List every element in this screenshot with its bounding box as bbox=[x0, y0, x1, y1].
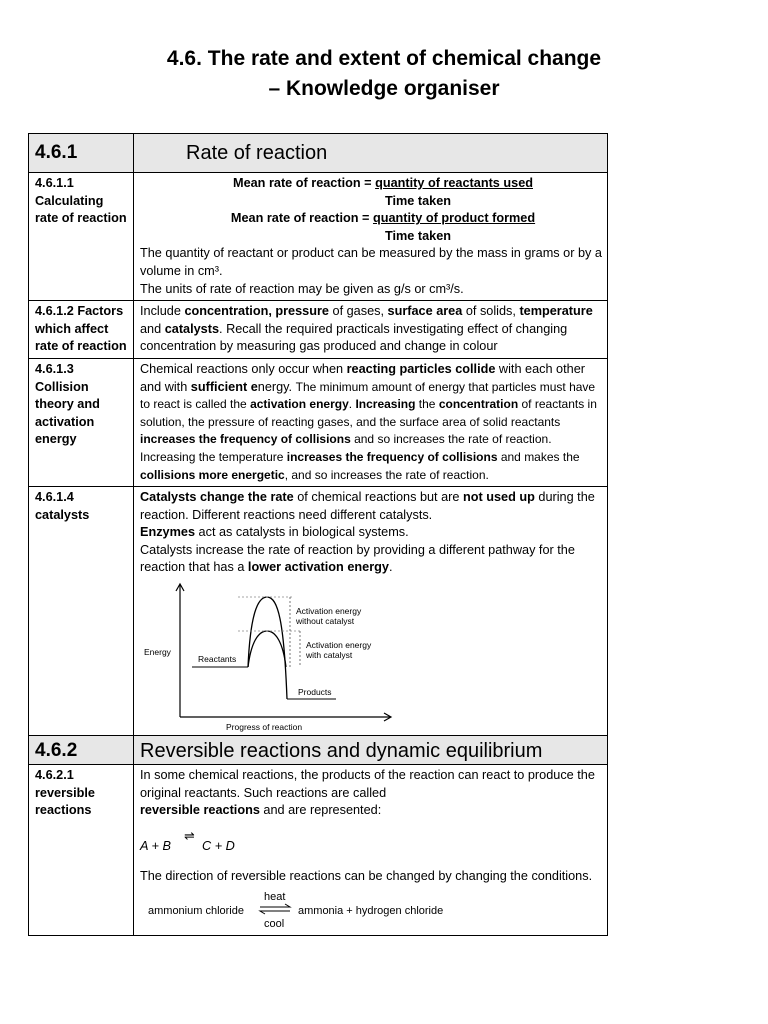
section-code: 4.6.2 bbox=[29, 736, 134, 765]
equation-2-prefix: Mean rate of reaction = bbox=[230, 211, 373, 226]
table-row-4612 bbox=[29, 301, 608, 359]
page-title: 4.6. The rate and extent of chemical change bbox=[166, 47, 602, 70]
section-header-462 bbox=[29, 736, 608, 765]
label-with-catalyst-2: with catalyst bbox=[306, 650, 353, 661]
label-without-catalyst-2: without catalyst bbox=[296, 616, 355, 627]
example-left: ammonium chloride bbox=[148, 905, 244, 918]
table-row-4611 bbox=[29, 173, 608, 301]
row-code: 4.6.1.2 Factors which affect rate of reaction bbox=[29, 301, 134, 359]
example-heat: heat bbox=[264, 891, 286, 904]
equation-2-denominator: Time taken bbox=[384, 228, 452, 243]
row-content bbox=[134, 173, 608, 301]
equilibrium-arrow-icon: ⇌ bbox=[184, 828, 195, 843]
equation-left: A + B bbox=[140, 838, 171, 853]
products-label: Products bbox=[298, 687, 332, 698]
section-header-461 bbox=[29, 134, 608, 173]
row-content: In some chemical reactions, the products of the reaction can react to produce the original reactants. Such reactions are called reversible reactions and are represented: A + B ⇌ C + D The direction of reversible reactions can be changed by changing the conditions. ammonium chloride heat cool ammonia + hydrogen chloride bbox=[134, 765, 608, 936]
table-row-4613 bbox=[29, 358, 608, 486]
page-subtitle: – Knowledge organiser bbox=[268, 77, 500, 100]
example-cool: cool bbox=[264, 918, 285, 931]
reactants-label: Reactants bbox=[198, 654, 237, 665]
ammonium-chloride-example bbox=[140, 887, 480, 933]
row-content: Include concentration, pressure of gases, surface area of solids, temperature and catalysts. Recall the required practicals investigating effect of changing concentration by measuring gas produced and change in colour bbox=[134, 301, 608, 359]
label-without-catalyst-1: Activation energy bbox=[296, 606, 362, 617]
label-with-catalyst-1: Activation energy bbox=[306, 640, 372, 651]
backward-arrow-head bbox=[260, 911, 265, 914]
catalysed-curve bbox=[248, 631, 286, 667]
row-code: 4.6.1.4 catalysts bbox=[29, 487, 134, 736]
row-content: Chemical reactions only occur when reacting particles collide with each other and with sufficient energy. The minimum amount of energy that particles must have to react is called the activation energy. Increasing the concentration of reactants in solution, the pressure of reacting gases, and the surface area of solid reactants increases the frequency of collisions and so increases the rate of reaction. Increasing the temperature increases the frequency of collisions and makes the collisions more energetic, and so increases the rate of reaction. bbox=[134, 358, 608, 486]
example-right: ammonia + hydrogen chloride bbox=[298, 905, 444, 918]
equation-2-numerator: quantity of product formed bbox=[372, 211, 536, 226]
knowledge-organiser-table bbox=[28, 133, 608, 936]
row-content: Catalysts change the rate of chemical reactions but are not used up during the reaction. Different reactions need different catalysts. Enzymes act as catalysts in biological systems. Catalysts increase the rate of reaction by providing a different pathway for the reaction that has a lower activation energy. Energy Reactants Products Activation energy without catalyst Activation energy with catalyst Progress of reaction bbox=[134, 487, 608, 736]
conditions-text: The direction of reversible reactions can be changed by changing the conditions. bbox=[140, 868, 593, 883]
energy-label: Energy bbox=[144, 647, 171, 658]
units-text: The units of rate of reaction may be given as g/s or cm³/s. bbox=[140, 281, 464, 296]
section-name: Reversible reactions and dynamic equilibrium bbox=[134, 736, 608, 765]
row-code: 4.6.1.1 Calculating rate of reaction bbox=[29, 173, 134, 301]
uncatalysed-curve bbox=[248, 597, 287, 699]
equation-1-denominator: Time taken bbox=[384, 193, 452, 208]
equation-1-numerator: quantity of reactants used bbox=[375, 176, 533, 190]
reversible-equation bbox=[140, 828, 602, 854]
measurement-text: The quantity of reactant or product can be measured by the mass in grams or by a volume in cm³. bbox=[140, 246, 602, 278]
forward-arrow-head bbox=[285, 904, 290, 907]
row-code: 4.6.2.1 reversible reactions bbox=[29, 765, 134, 936]
table-row-46221 bbox=[29, 765, 608, 936]
table-row-4614 bbox=[29, 487, 608, 736]
equation-1-prefix: Mean rate of reaction = bbox=[233, 176, 376, 190]
energy-profile-diagram bbox=[140, 581, 440, 733]
section-name: Rate of reaction bbox=[134, 134, 608, 173]
section-code: 4.6.1 bbox=[29, 134, 134, 173]
progress-label: Progress of reaction bbox=[226, 722, 303, 733]
row-code: 4.6.1.3 Collision theory and activation energy bbox=[29, 358, 134, 486]
equation-right: C + D bbox=[202, 838, 235, 853]
